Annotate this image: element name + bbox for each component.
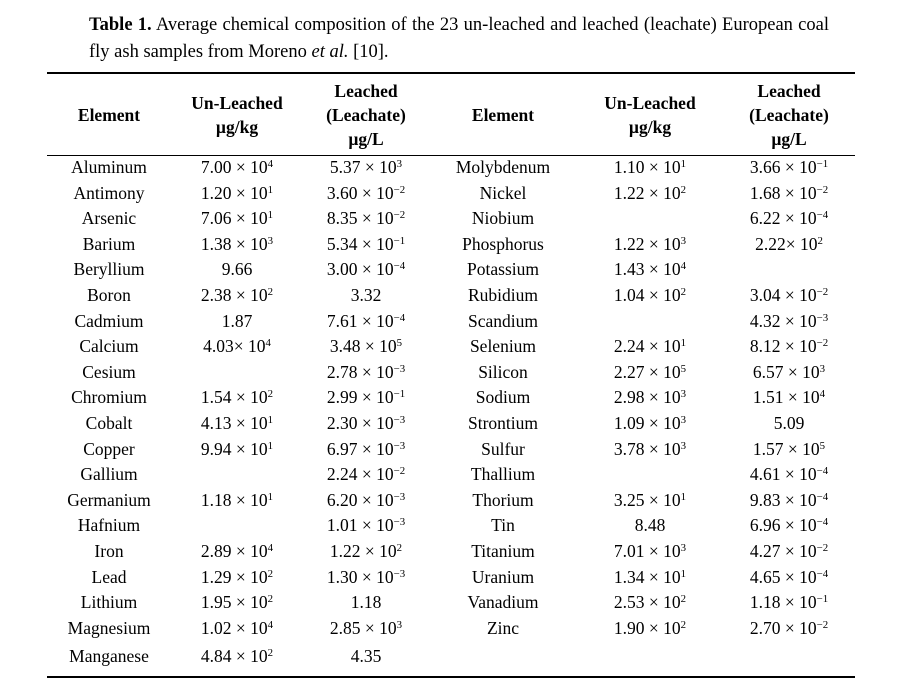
element-cell-right: Sulfur: [481, 438, 525, 459]
unleached-cell-right: $2.24 \times 10^1$: [613, 336, 687, 357]
table-row: [47, 309, 855, 335]
leached-cell-left: $2.24 \times 10^{-2}$: [326, 464, 406, 485]
table-row: [47, 616, 855, 642]
element-cell-left: Copper: [83, 438, 135, 459]
element-cell-right: Scandium: [468, 310, 538, 331]
leached-cell-left: $2.30 \times 10^{-3}$: [326, 412, 406, 433]
table-row: [47, 513, 855, 539]
table-row: [47, 283, 855, 309]
unleached-cell-right: [577, 206, 723, 232]
table-row: [47, 232, 855, 258]
unleached-cell-right: $1.34 \times 10^1$: [613, 566, 687, 587]
leached-cell-left: 4.35: [350, 646, 382, 667]
leached-cell-right: $6.22 \times 10^{-4}$: [749, 208, 829, 229]
unleached-cell-left: $7.00 \times 10^4$: [200, 157, 274, 177]
unleached-cell-left: [171, 462, 303, 488]
composition-table: [47, 77, 855, 672]
element-cell-right: Zinc: [486, 617, 520, 638]
unleached-cell-left: $1.02 \times 10^4$: [200, 617, 274, 638]
leached-cell-right: $1.18 \times 10^{-1}$: [749, 592, 829, 613]
leached-cell-right: $6.57 \times 10^3$: [752, 361, 826, 382]
table-row: [47, 385, 855, 411]
leached-cell-right: $9.83 \times 10^{-4}$: [749, 489, 829, 510]
table-row: [47, 590, 855, 616]
element-cell-left: Magnesium: [67, 617, 151, 638]
leached-cell-left: $2.85 \times 10^3$: [329, 617, 403, 638]
unleached-cell-left: $1.38 \times 10^3$: [200, 233, 274, 254]
leached-cell-right: $1.57 \times 10^5$: [752, 438, 826, 459]
element-cell-left: Hafnium: [77, 515, 141, 536]
leached-cell-left: $2.78 \times 10^{-3}$: [326, 361, 406, 382]
element-cell-right: Nickel: [479, 182, 527, 203]
unleached-cell-right: $3.78 \times 10^3$: [613, 438, 687, 459]
header-leached-unit: µg/L: [348, 129, 384, 149]
unleached-cell-right: $1.90 \times 10^2$: [613, 617, 687, 638]
table-caption: [89, 12, 829, 66]
header-unleached-unit: µg/kg: [628, 117, 672, 137]
leached-cell-right: $8.12 \times 10^{-2}$: [749, 336, 829, 357]
element-cell-right: Phosphorus: [462, 233, 544, 254]
table-row: [47, 565, 855, 591]
element-cell-left: Cesium: [82, 361, 136, 382]
table-row: [47, 360, 855, 386]
unleached-cell-right: [577, 641, 723, 672]
leached-cell-right: $4.65 \times 10^{-4}$: [749, 566, 829, 587]
header-unleached-unit: µg/kg: [215, 117, 259, 137]
unleached-cell-right: $7.01 \times 10^3$: [613, 540, 687, 561]
element-cell-left: Barium: [82, 233, 136, 254]
element-cell-left: Lithium: [80, 592, 138, 613]
unleached-cell-right: $2.98 \times 10^3$: [613, 387, 687, 408]
element-cell-left: Cadmium: [74, 310, 144, 331]
unleached-cell-right: $1.22 \times 10^2$: [613, 182, 687, 203]
element-cell-right: Potassium: [467, 259, 539, 280]
leached-cell-left: 1.18: [350, 592, 382, 613]
unleached-cell-left: $2.89 \times 10^4$: [200, 540, 274, 561]
element-cell-left: Lead: [91, 566, 127, 587]
unleached-cell-left: $4.03\times 10^4$: [203, 336, 271, 357]
table-row: [47, 411, 855, 437]
element-cell-right: Strontium: [467, 412, 538, 433]
unleached-cell-left: $1.20 \times 10^1$: [200, 182, 274, 203]
header-leached-right: [723, 77, 855, 153]
element-cell-right: Thorium: [472, 489, 534, 510]
leached-cell-right: $2.22\times 10^2$: [755, 233, 823, 254]
header-unleached-title: Un-Leached: [604, 93, 696, 113]
element-cell-left: Germanium: [67, 489, 151, 510]
table-row: [47, 257, 855, 283]
element-cell-right: Thallium: [470, 464, 536, 485]
unleached-cell-right: [577, 309, 723, 335]
unleached-cell-left: $9.94 \times 10^1$: [200, 438, 274, 459]
leached-cell-right: $4.32 \times 10^{-3}$: [749, 310, 829, 331]
header-leached-subtitle: (Leachate): [326, 105, 406, 125]
leached-cell-left: $3.60 \times 10^{-2}$: [326, 182, 406, 203]
table-top-rule: [47, 72, 855, 74]
header-unleached-title: Un-Leached: [191, 93, 283, 113]
header-row: [47, 77, 855, 153]
leached-cell-right: $1.51 \times 10^4$: [752, 387, 826, 408]
header-leached-title: Leached: [757, 81, 821, 101]
unleached-cell-left: $1.18 \times 10^1$: [200, 489, 274, 510]
header-leached-title: Leached: [334, 81, 398, 101]
leached-cell-left: $5.34 \times 10^{-1}$: [326, 233, 406, 254]
element-cell-left: Calcium: [79, 336, 139, 357]
unleached-cell-right: [577, 462, 723, 488]
element-cell-left: Manganese: [69, 646, 149, 667]
unleached-cell-right: $1.04 \times 10^2$: [613, 284, 687, 305]
element-cell-left: Gallium: [80, 464, 138, 485]
unleached-cell-left: $1.54 \times 10^2$: [200, 387, 274, 408]
unleached-cell-right: $2.53 \times 10^2$: [613, 592, 687, 613]
header-element-right: Element: [471, 105, 535, 125]
element-cell-left: Aluminum: [71, 157, 147, 177]
caption-label: Table 1.: [89, 15, 152, 35]
leached-cell-right: 5.09: [773, 412, 805, 433]
leached-cell-left: $1.22 \times 10^2$: [329, 540, 403, 561]
unleached-cell-left: [171, 360, 303, 386]
header-element-left: Element: [77, 105, 141, 125]
table-row: [47, 334, 855, 360]
element-cell-left: Antimony: [73, 182, 145, 203]
unleached-cell-right: $1.22 \times 10^3$: [613, 233, 687, 254]
table-body: [47, 153, 855, 672]
table-row: [47, 181, 855, 207]
element-cell-right: Titanium: [471, 540, 535, 561]
header-unleached-right: [577, 77, 723, 153]
table-bottom-rule: [47, 676, 855, 678]
table-row: [47, 206, 855, 232]
leached-cell-left: $1.01 \times 10^{-3}$: [326, 515, 406, 536]
unleached-cell-right: $2.27 \times 10^5$: [613, 361, 687, 382]
table-row: [47, 539, 855, 565]
table-row: [47, 641, 855, 672]
caption-reference: [10].: [348, 42, 389, 62]
unleached-cell-left: $2.38 \times 10^2$: [200, 284, 274, 305]
leached-cell-right: [723, 257, 855, 283]
leached-cell-left: $8.35 \times 10^{-2}$: [326, 208, 406, 229]
leached-cell-left: $6.20 \times 10^{-3}$: [326, 489, 406, 510]
element-cell-right: Vanadium: [467, 592, 539, 613]
element-cell-right: Selenium: [469, 336, 537, 357]
element-cell-right: Rubidium: [467, 284, 538, 305]
leached-cell-left: $2.99 \times 10^{-1}$: [326, 387, 406, 408]
element-cell-left: Chromium: [71, 387, 147, 408]
unleached-cell-left: 9.66: [221, 259, 253, 280]
unleached-cell-right: $1.09 \times 10^3$: [613, 412, 687, 433]
leached-cell-left: 3.32: [350, 284, 382, 305]
leached-cell-left: $7.61 \times 10^{-4}$: [326, 310, 406, 331]
leached-cell-left: $5.37 \times 10^3$: [329, 157, 403, 177]
unleached-cell-left: $4.13 \times 10^1$: [200, 412, 274, 433]
leached-cell-right: $4.27 \times 10^{-2}$: [749, 540, 829, 561]
unleached-cell-left: [171, 513, 303, 539]
leached-cell-right: $4.61 \times 10^{-4}$: [749, 464, 829, 485]
element-cell-left: Cobalt: [85, 412, 133, 433]
element-cell-right: Tin: [491, 515, 515, 536]
unleached-cell-left: $1.29 \times 10^2$: [200, 566, 274, 587]
leached-cell-right: $3.04 \times 10^{-2}$: [749, 284, 829, 305]
element-cell-left: Boron: [87, 284, 131, 305]
element-cell-right: Niobium: [471, 208, 535, 229]
leached-cell-left: $1.30 \times 10^{-3}$: [326, 566, 406, 587]
unleached-cell-left: 1.87: [221, 310, 253, 331]
table-row: [47, 462, 855, 488]
leached-cell-right: $6.96 \times 10^{-4}$: [749, 515, 829, 536]
element-cell-right: Uranium: [471, 566, 535, 587]
leached-cell-right: $1.68 \times 10^{-2}$: [749, 182, 829, 203]
unleached-cell-left: $1.95 \times 10^2$: [200, 592, 274, 613]
unleached-cell-right: $1.10 \times 10^1$: [613, 157, 687, 177]
element-cell-right: Molybdenum: [455, 157, 551, 177]
leached-cell-left: $3.48 \times 10^5$: [329, 336, 403, 357]
leached-cell-left: $6.97 \times 10^{-3}$: [326, 438, 406, 459]
element-cell-right: Sodium: [475, 387, 531, 408]
element-cell-left: Beryllium: [73, 259, 145, 280]
caption-text: Average chemical composition of the 23 un-leached and leached (leachate) European coal fly ash samples from Moreno: [89, 15, 829, 62]
caption-italic: et al.: [311, 42, 349, 62]
leached-cell-right: $2.70 \times 10^{-2}$: [749, 617, 829, 638]
leached-cell-right: $3.66 \times 10^{-1}$: [749, 157, 829, 177]
header-leached-left: [303, 77, 429, 153]
header-leached-unit: µg/L: [771, 129, 807, 149]
table-row: [47, 437, 855, 463]
element-cell-right: Silicon: [478, 361, 528, 382]
table-row: [47, 153, 855, 181]
unleached-cell-right: 8.48: [634, 515, 666, 536]
element-cell-left: Iron: [94, 540, 124, 561]
header-unleached-left: [171, 77, 303, 153]
unleached-cell-right: $3.25 \times 10^1$: [613, 489, 687, 510]
leached-cell-right: [723, 641, 855, 672]
element-cell-left: Arsenic: [81, 208, 137, 229]
unleached-cell-left: $7.06 \times 10^1$: [200, 208, 274, 229]
element-cell-right: [429, 641, 577, 672]
header-leached-subtitle: (Leachate): [749, 105, 829, 125]
table-row: [47, 488, 855, 514]
unleached-cell-left: $4.84 \times 10^2$: [200, 646, 274, 667]
unleached-cell-right: $1.43 \times 10^4$: [613, 259, 687, 280]
leached-cell-left: $3.00 \times 10^{-4}$: [326, 259, 406, 280]
